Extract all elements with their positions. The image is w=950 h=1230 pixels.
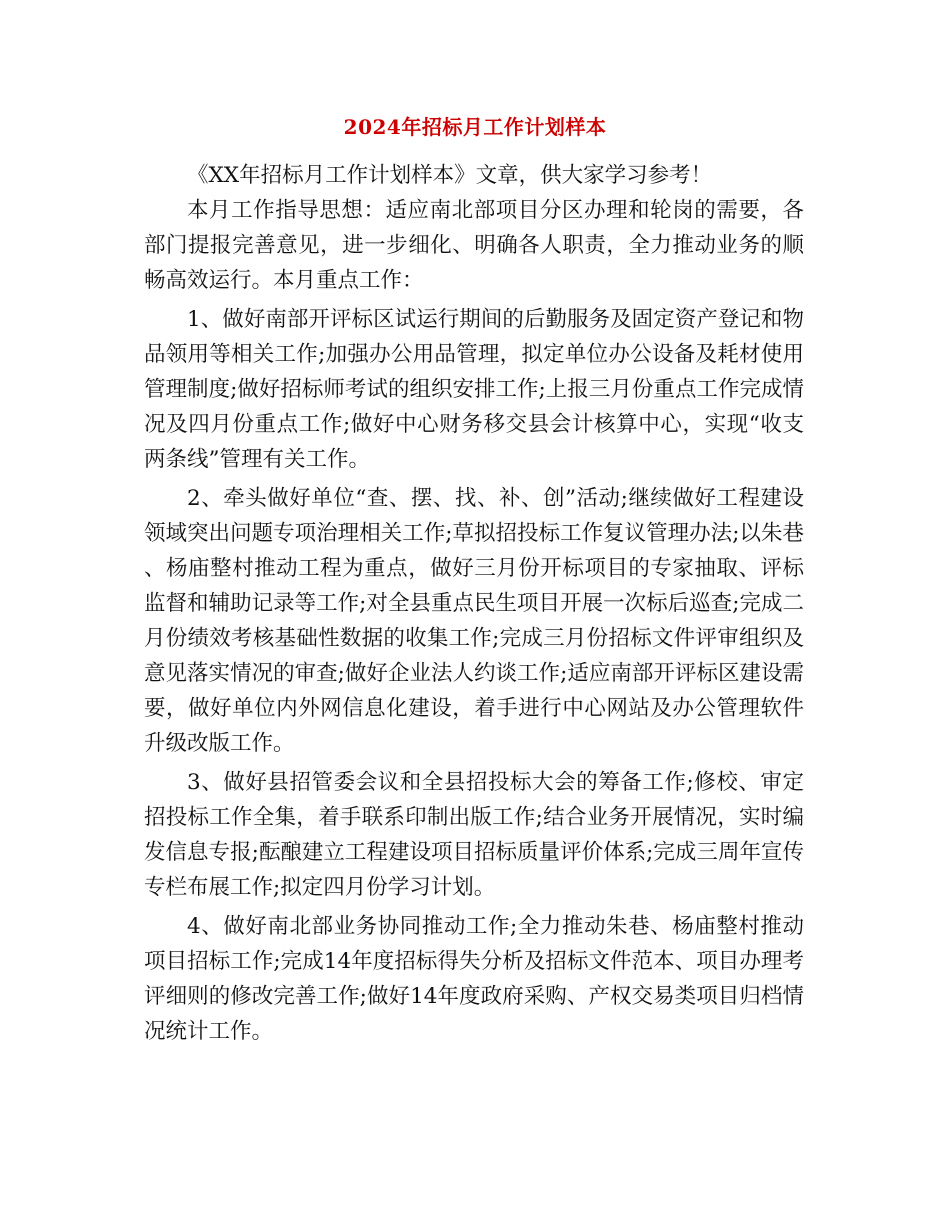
document-title: 2024年招标月工作计划样本 — [343, 115, 607, 139]
work-item-3-paragraph: 3、做好县招管委会议和全县招投标大会的筹备工作;修校、审定招投标工作全集，着手联系印制出版工作;结合业务开展情况，实时编发信息专报;酝酿建立工程建设项目招标质量评价体系;完成三周年宣传专栏布展工作;拟定四月份学习计划。 — [144, 770, 804, 900]
work-item-2-paragraph: 2、牵头做好单位“查、摆、找、补、创”活动;继续做好工程建设领域突出问题专项治理相关工作;草拟招投标工作复议管理办法;以朱巷、杨庙整村推动工程为重点，做好三月份开标项目的专家抽取、评标监督和辅助记录等工作;对全县重点民生项目开展一次标后巡查;完成二月份绩效考核基础性数据的收集工作;完成三月份招标文件评审组织及意见落实情况的审查;做好企业法人约谈工作;适应南部开评标区建设需要，做好单位内外网信息化建设，着手进行中心网站及办公管理软件升级改版工作。 — [144, 486, 804, 756]
document-body — [144, 158, 804, 1049]
guiding-principle-paragraph: 本月工作指导思想：适应南北部项目分区办理和轮岗的需要，各部门提报完善意见，进一步细化、明确各人职责，全力推动业务的顺畅高效运行。本月重点工作： — [144, 198, 804, 293]
work-item-4-paragraph: 4、做好南北部业务协同推动工作;全力推动朱巷、杨庙整村推动项目招标工作;完成14年度招标得失分析及招标文件范本、项目办理考评细则的修改完善工作;做好14年度政府采购、产权交易类项目归档情况统计工作。 — [144, 914, 804, 1044]
intro-paragraph: 《XX年招标月工作计划样本》文章，供大家学习参考！ — [187, 163, 713, 188]
work-item-1-paragraph: 1、做好南部开评标区试运行期间的后勤服务及固定资产登记和物品领用等相关工作;加强办公用品管理，拟定单位办公设备及耗材使用管理制度;做好招标师考试的组织安排工作;上报三月份重点工作完成情况及四月份重点工作;做好中心财务移交县会计核算中心，实现“收支两条线”管理有关工作。 — [144, 307, 804, 472]
